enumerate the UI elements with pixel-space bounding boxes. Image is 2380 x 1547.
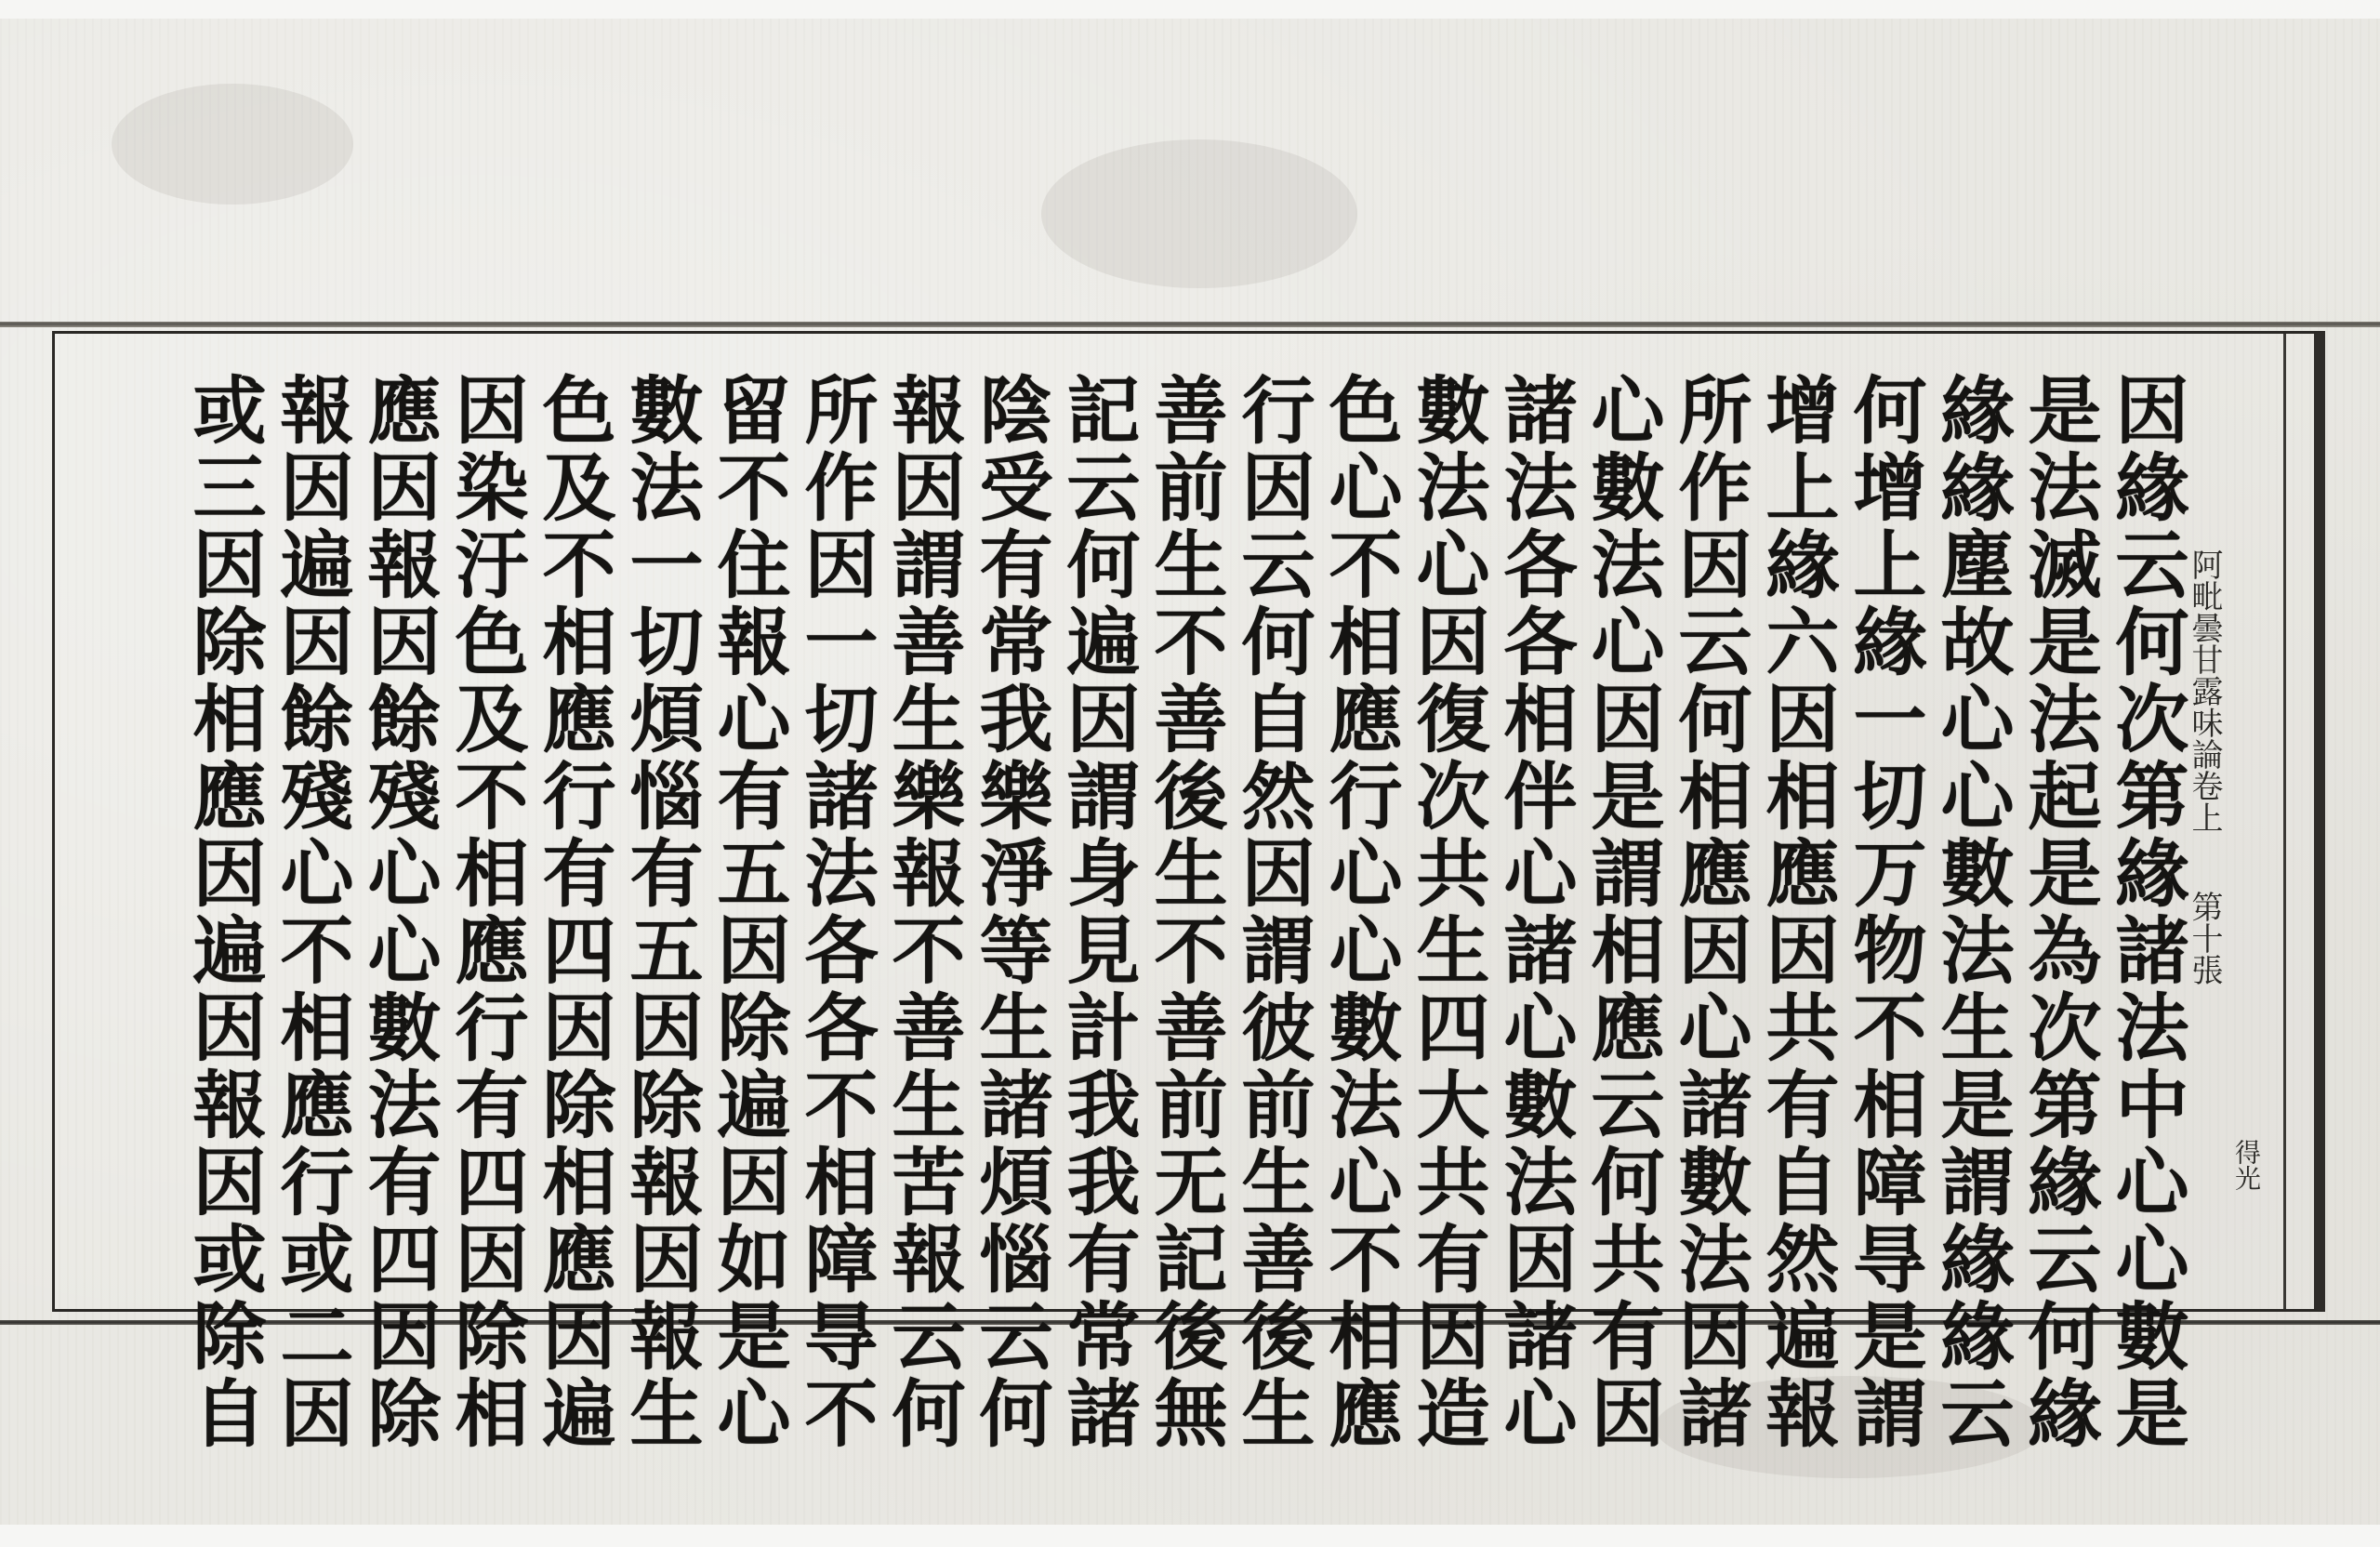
fold-line: [0, 322, 2380, 327]
text-column-21: 應因報因餘殘心心數法有四因除: [355, 372, 442, 1452]
text-column-14: 陰受有常我樂淨等生諸煩惱云何: [967, 372, 1053, 1452]
paper-stain: [112, 84, 353, 205]
text-column-15: 報因謂善生樂報不善生苦報云何: [879, 372, 966, 1452]
text-column-1: 因緣云何次第緣諸法中心心數是: [2103, 372, 2189, 1452]
text-column-17: 留不住報心有五因除遍因如是心: [705, 372, 791, 1452]
text-column-23: 或三因除相應因遍因報因或除自: [180, 372, 267, 1452]
text-column-20: 因染汙色及不相應行有四因除相: [443, 372, 529, 1452]
margin-carver-name: 得光: [2231, 1139, 2262, 1191]
text-column-5: 增上緣六因相應因共有自然遍報: [1753, 372, 1840, 1452]
text-column-12: 善前生不善後生不善前无記後無: [1142, 372, 1228, 1452]
text-column-16: 所作因一切諸法各各不相障㝵不: [792, 372, 879, 1452]
text-column-11: 行因云何自然因謂彼前生善後生: [1229, 372, 1316, 1452]
page-bottom-edge: [0, 1525, 2380, 1547]
text-column-4: 何增上緣一切万物不相障㝵是謂: [1841, 372, 1927, 1452]
text-column-8: 諸法各各相伴心諸心數法因諸心: [1491, 372, 1578, 1452]
margin-title: 阿毗曇甘露味論卷上: [2186, 549, 2223, 833]
text-column-10: 色心不相應行心心數法心不相應: [1316, 372, 1403, 1452]
text-column-9: 數法心因復次共生四大共有因造: [1404, 372, 1490, 1452]
margin-page-number: 第十張: [2186, 891, 2223, 985]
text-column-7: 心數法心因是謂相應云何共有因: [1579, 372, 1665, 1452]
page-top-edge: [0, 0, 2380, 19]
text-column-13: 記云何遍因謂身見計我我有常諸: [1054, 372, 1141, 1452]
text-column-18: 數法一切煩惱有五因除報因報生: [617, 372, 704, 1452]
paper-stain: [1041, 139, 1357, 288]
text-columns: [0, 372, 2380, 1452]
text-column-6: 所作因云何相應因心諸數法因諸: [1666, 372, 1752, 1452]
text-column-22: 報因遍因餘殘心不相應行或二因: [268, 372, 354, 1452]
text-column-2: 是法滅是法起是為次第緣云何緣: [2016, 372, 2102, 1452]
text-column-19: 色及不相應行有四因除相應因遍: [530, 372, 616, 1452]
text-column-3: 緣緣塵故心心數法生是謂緣緣云: [1928, 372, 2015, 1452]
